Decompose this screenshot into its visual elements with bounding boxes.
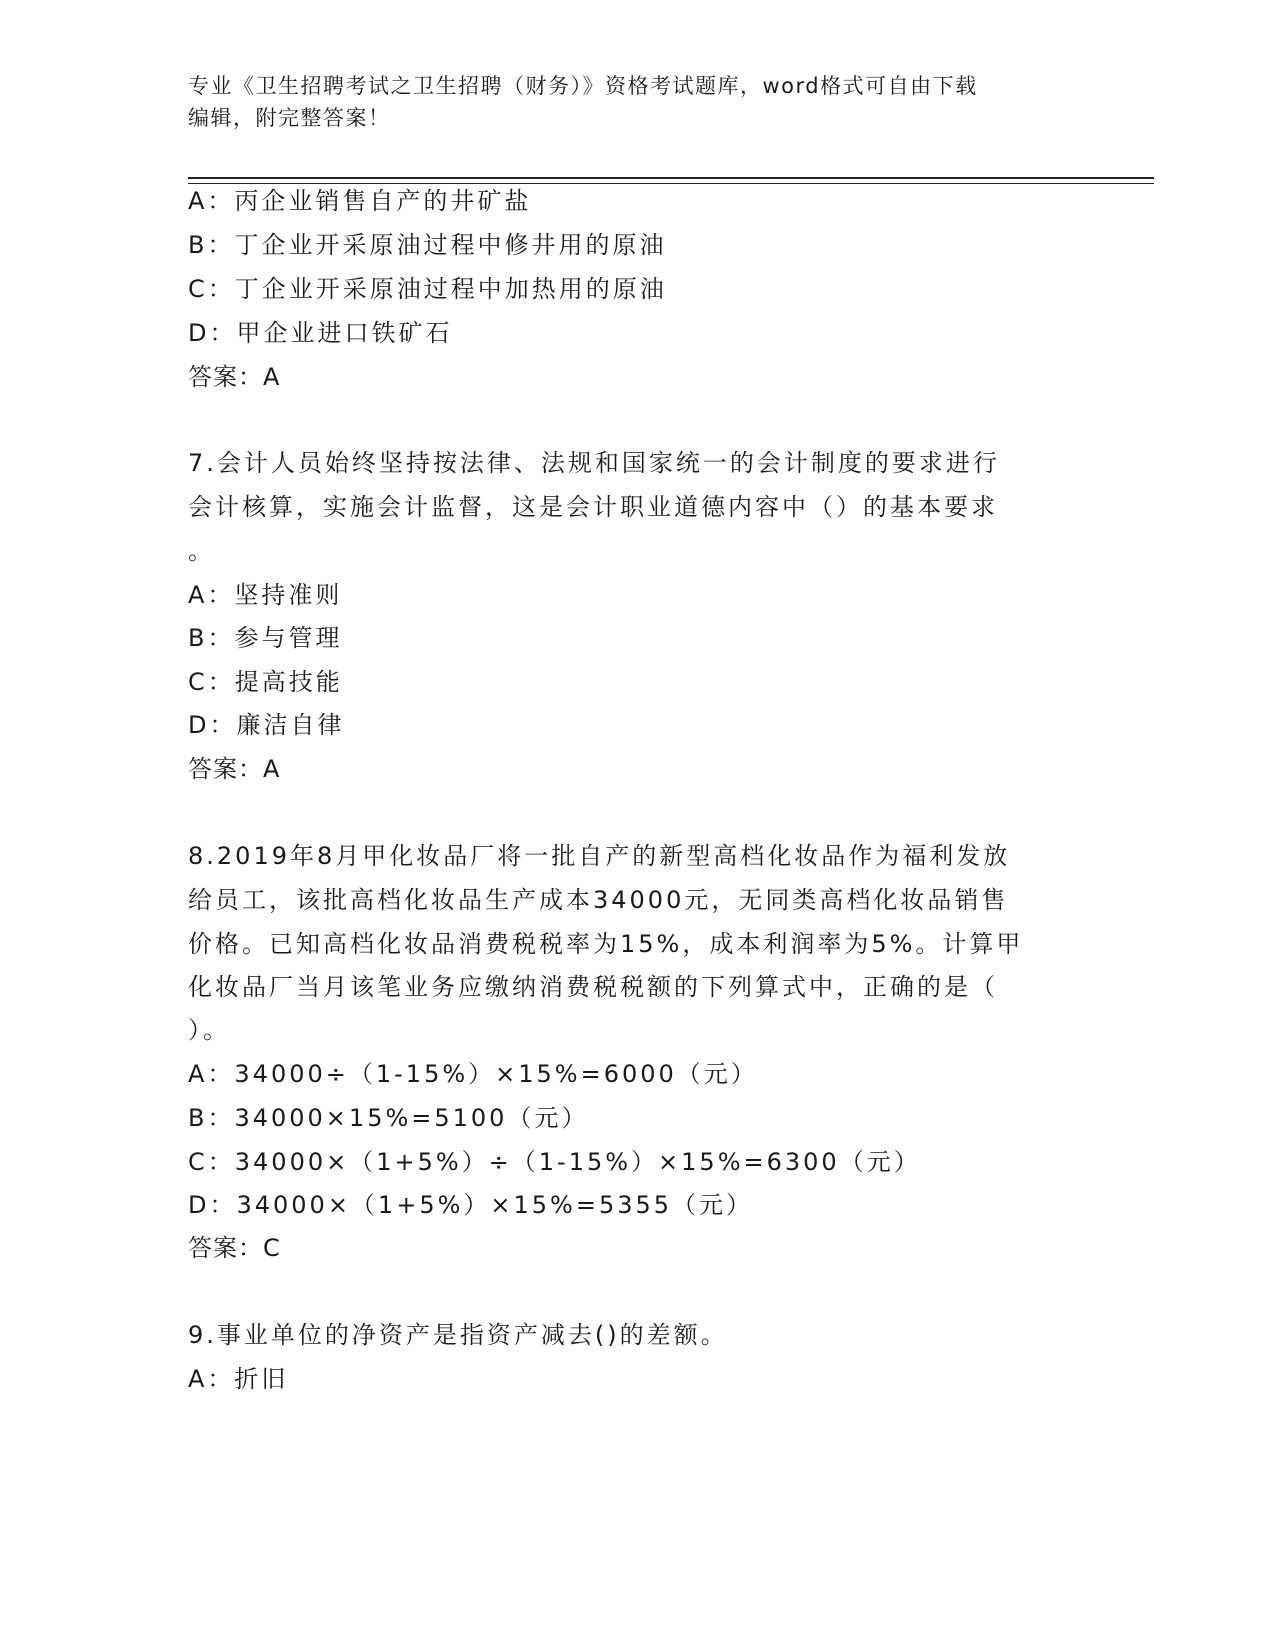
q8-stem-line-1: 8.2019年8月甲化妆品厂将一批自产的新型高档化妆品作为福利发放 [188,842,1011,870]
q8-stem-line-3: 价格。已知高档化妆品消费税税率为15%，成本利润率为5%。计算甲 [188,930,1024,958]
q6-answer: 答案：A [188,363,281,391]
q8-option-c: C：34000×（1+5%）÷（1-15%）×15%=6300（元） [188,1148,921,1176]
q7-option-c: C：提高技能 [188,668,343,696]
q8-option-a: A：34000÷（1-15%）×15%=6000（元） [188,1060,758,1088]
q8-stem-line-5: ）。 [188,1016,230,1044]
q6-option-a: A：丙企业销售自产的井矿盐 [188,187,532,215]
q8-option-d: D：34000×（1+5%）×15%=5355（元） [188,1191,754,1219]
q6-option-c: C：丁企业开采原油过程中加热用的原油 [188,275,667,303]
q6-option-b: B：丁企业开采原油过程中修井用的原油 [188,231,667,259]
q9-stem-line-1: 9.事业单位的净资产是指资产减去()的差额。 [188,1321,728,1349]
header-line-2: 编辑，附完整答案！ [188,106,391,130]
q8-option-b: B：34000×15%=5100（元） [188,1104,589,1132]
q7-option-a: A：坚持准则 [188,581,343,609]
q7-stem-line-2: 会计核算，实施会计监督，这是会计职业道德内容中（）的基本要求 [188,493,998,521]
document-header [188,70,1068,134]
q8-stem-line-4: 化妆品厂当月该笔业务应缴纳消费税税额的下列算式中，正确的是（ [188,973,998,1001]
header-line-1: 专业《卫生招聘考试之卫生招聘（财务）》资格考试题库，word格式可自由下载 [188,74,978,98]
q9-option-a: A：折旧 [188,1365,289,1393]
q8-stem-line-2: 给员工，该批高档化妆品生产成本34000元，无同类高档化妆品销售 [188,886,1009,914]
q7-option-b: B：参与管理 [188,624,343,652]
q7-stem-line-3: 。 [188,537,215,565]
q8-answer: 答案：C [188,1234,281,1262]
q6-option-d: D：甲企业进口铁矿石 [188,319,453,347]
q7-option-d: D：廉洁自律 [188,711,345,739]
q7-stem-line-1: 7.会计人员始终坚持按法律、法规和国家统一的会计制度的要求进行 [188,449,1000,477]
q7-answer: 答案：A [188,755,281,783]
